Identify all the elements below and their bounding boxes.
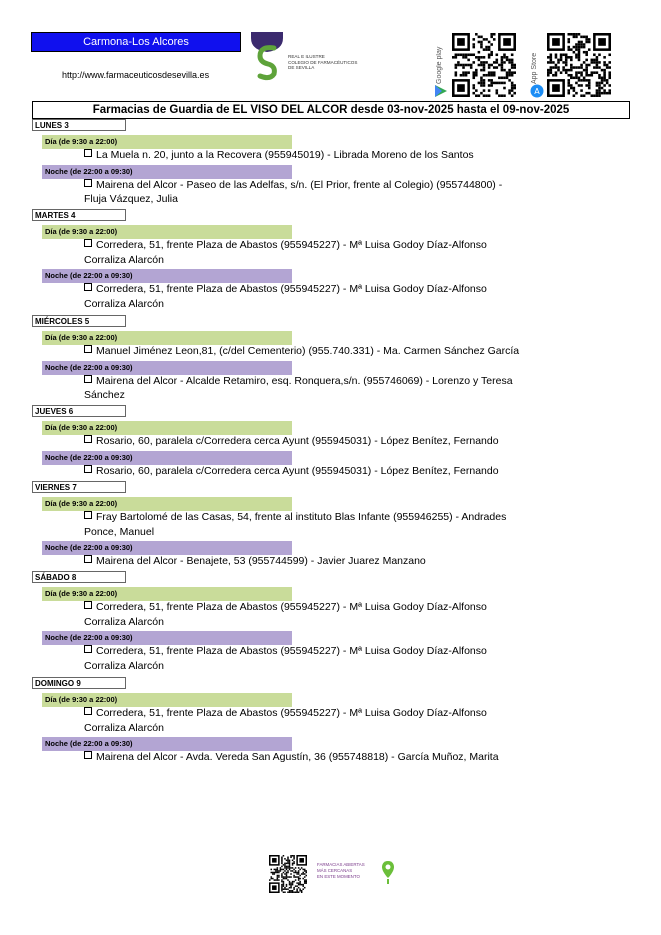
pharmacy-line	[84, 750, 584, 765]
pharmacy-entry	[84, 344, 584, 359]
app-store-label: App Store	[531, 52, 538, 84]
checkbox-icon	[84, 435, 92, 443]
pharmacy-entry	[84, 282, 584, 311]
checkbox-icon	[84, 555, 92, 563]
google-play-qr-icon[interactable]	[451, 33, 517, 97]
pharmacy-text: Corredera, 51, frente Plaza de Abastos (955945227) - Mª Luisa Godoy Díaz-Alfonso	[96, 283, 487, 295]
pharmacy-line-cont	[84, 253, 584, 268]
pharmacy-line	[84, 554, 584, 569]
pharmacy-entry	[84, 434, 584, 449]
pharmacy-text: Corredera, 51, frente Plaza de Abastos (955945227) - Mª Luisa Godoy Díaz-Alfonso	[96, 645, 487, 657]
day-shift-label: Día (de 9:30 a 22:00)	[42, 135, 292, 149]
checkbox-icon	[84, 751, 92, 759]
checkbox-icon	[84, 345, 92, 353]
pharmacy-line	[84, 434, 584, 449]
pharmacy-line-cont	[84, 192, 584, 207]
pharmacy-text: Sánchez	[84, 389, 125, 401]
college-name: REAL E ILUSTRE COLEGIO DE FARMACÉUTICOS DE SEVILLA	[288, 54, 358, 71]
pharmacy-entry	[84, 600, 584, 629]
pharmacy-text: Manuel Jiménez Leon,81, (c/del Cementerio) (955.740.331) - Ma. Carmen Sánchez García	[96, 345, 520, 357]
pharmacy-text: Corredera, 51, frente Plaza de Abastos (955945227) - Mª Luisa Godoy Díaz-Alfonso	[96, 707, 487, 719]
day-header: MIÉRCOLES 5	[32, 315, 126, 327]
pharmacy-entry	[84, 750, 584, 765]
checkbox-icon	[84, 645, 92, 653]
day-header: MARTES 4	[32, 209, 126, 221]
checkbox-icon	[84, 511, 92, 519]
pharmacy-line-cont	[84, 297, 584, 312]
night-shift-label: Noche (de 22:00 a 09:30)	[42, 361, 292, 375]
pharmacy-text: Ponce, Manuel	[84, 525, 155, 538]
checkbox-icon	[84, 465, 92, 473]
website-url[interactable]: http://www.farmaceuticosdesevilla.es	[62, 70, 210, 80]
pharmacy-line	[84, 344, 584, 359]
day-header: JUEVES 6	[32, 405, 126, 417]
pharmacy-text: Corredera, 51, frente Plaza de Abastos (955945227) - Mª Luisa Godoy Díaz-Alfonso	[96, 239, 487, 251]
pharmacy-text: Mairena del Alcor - Paseo de las Adelfas, s/n. (El Prior, frente al Colegio) (955744800) -	[96, 178, 503, 191]
pharmacy-line-cont	[84, 615, 584, 630]
pharmacy-line	[84, 374, 584, 389]
pharmacy-entry	[84, 238, 584, 267]
checkbox-icon	[84, 149, 92, 157]
pharmacy-text: La Muela n. 20, junto a la Recovera (955945019) - Librada Moreno de los Santos	[96, 149, 474, 161]
day-shift-label: Día (de 9:30 a 22:00)	[42, 331, 292, 345]
day-header: VIERNES 7	[32, 481, 126, 493]
footer-qr-icon[interactable]	[269, 855, 307, 893]
day-shift-label: Día (de 9:30 a 22:00)	[42, 497, 292, 511]
college-logo	[250, 32, 284, 84]
page-title: Farmacias de Guardia de EL VISO DEL ALCOR desde 03-nov-2025 hasta el 09-nov-2025	[32, 101, 630, 119]
pharmacy-entry	[84, 554, 584, 569]
night-shift-label: Noche (de 22:00 a 09:30)	[42, 165, 292, 179]
night-shift-label: Noche (de 22:00 a 09:30)	[42, 737, 292, 751]
checkbox-icon	[84, 283, 92, 291]
pharmacy-text: Fluja Vázquez, Julia	[84, 193, 178, 205]
pharmacy-text: Rosario, 60, paralela c/Corredera cerca Ayunt (955945031) - López Benítez, Fernando	[96, 435, 499, 447]
day-shift-label: Día (de 9:30 a 22:00)	[42, 587, 292, 601]
pharmacy-entry	[84, 178, 584, 207]
night-shift-label: Noche (de 22:00 a 09:30)	[42, 451, 292, 465]
pharmacy-line-cont	[84, 721, 584, 736]
day-header: LUNES 3	[32, 119, 126, 131]
night-shift-label: Noche (de 22:00 a 09:30)	[42, 631, 292, 645]
pharmacy-line	[84, 644, 584, 659]
checkbox-icon	[84, 601, 92, 609]
footer-caption: FARMACIAS ABIERTAS MÁS CERCANAS EN ESTE MOMENTO	[317, 862, 365, 879]
night-shift-label: Noche (de 22:00 a 09:30)	[42, 541, 292, 555]
pharmacy-line	[84, 464, 584, 479]
app-store-qr-icon[interactable]	[546, 33, 612, 97]
pharmacy-text: Corredera, 51, frente Plaza de Abastos (955945227) - Mª Luisa Godoy Díaz-Alfonso	[96, 601, 487, 613]
pharmacy-line	[84, 148, 584, 163]
zone-badge: Carmona-Los Alcores	[31, 32, 241, 52]
pharmacy-entry	[84, 644, 584, 673]
pharmacy-text: Mairena del Alcor - Benajete, 53 (955744599) - Javier Juarez Manzano	[96, 555, 426, 567]
pharmacy-text: Mairena del Alcor - Alcalde Retamiro, esq. Ronquera,s/n. (955746069) - Lorenzo y Teresa	[96, 374, 513, 387]
pharmacy-line	[84, 238, 584, 253]
day-shift-label: Día (de 9:30 a 22:00)	[42, 693, 292, 707]
pharmacy-text: Fray Bartolomé de las Casas, 54, frente al instituto Blas Infante (955946255) - Andrades	[96, 511, 507, 523]
location-pin-icon	[381, 860, 395, 886]
svg-text:A: A	[534, 87, 540, 96]
pharmacy-line	[84, 282, 584, 297]
pharmacy-line-cont	[84, 388, 584, 403]
pharmacy-entry	[84, 464, 584, 479]
day-header: SÁBADO 8	[32, 571, 126, 583]
app-store-icon[interactable]	[530, 84, 544, 98]
checkbox-icon	[84, 239, 92, 247]
checkbox-icon	[84, 375, 92, 383]
google-play-icon[interactable]	[434, 84, 448, 98]
pharmacy-entry	[84, 510, 584, 539]
pharmacy-text: Corraliza Alarcón	[84, 253, 164, 266]
day-shift-label: Día (de 9:30 a 22:00)	[42, 421, 292, 435]
day-shift-label: Día (de 9:30 a 22:00)	[42, 225, 292, 239]
pharmacy-text: Rosario, 60, paralela c/Corredera cerca Ayunt (955945031) - López Benítez, Fernando	[96, 464, 499, 477]
pharmacy-entry	[84, 374, 584, 403]
pharmacy-text: Corraliza Alarcón	[84, 297, 164, 310]
google-play-label: Google play	[436, 46, 443, 84]
pharmacy-line	[84, 706, 584, 721]
pharmacy-entry	[84, 706, 584, 735]
pharmacy-line	[84, 178, 584, 193]
checkbox-icon	[84, 707, 92, 715]
pharmacy-entry	[84, 148, 584, 163]
pharmacy-line-cont	[84, 525, 584, 540]
checkbox-icon	[84, 179, 92, 187]
pharmacy-line-cont	[84, 659, 584, 674]
pharmacy-text: Corraliza Alarcón	[84, 659, 164, 672]
pharmacy-line	[84, 510, 584, 525]
night-shift-label: Noche (de 22:00 a 09:30)	[42, 269, 292, 283]
day-header: DOMINGO 9	[32, 677, 126, 689]
pharmacy-line	[84, 600, 584, 615]
pharmacy-text: Mairena del Alcor - Avda. Vereda San Agustín, 36 (955748818) - García Muñoz, Marita	[96, 751, 499, 763]
pharmacy-text: Corraliza Alarcón	[84, 615, 164, 628]
pharmacy-text: Corraliza Alarcón	[84, 721, 164, 734]
